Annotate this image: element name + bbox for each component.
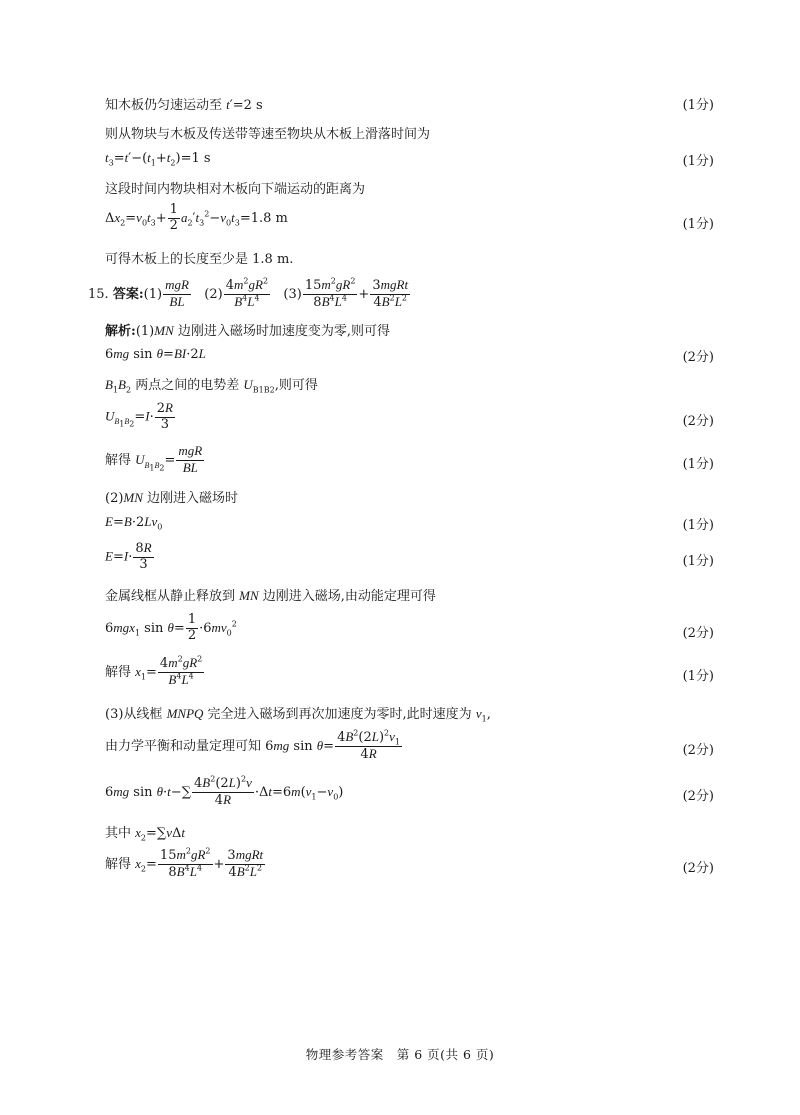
- equation-line: $U_{B_1B_2}=I\cdot$ $\frac{2R}{3}$: [105, 400, 173, 432]
- solution-line: (3)从线框 MNPQ 完全进入磁场到再次加速度为零时,此时速度为 $v_1$,: [105, 706, 491, 724]
- analysis-label: 解析:: [105, 324, 136, 339]
- score-mark: (1分): [682, 457, 714, 472]
- score-mark: (2分): [682, 414, 714, 429]
- equation-line: 6mg sin θ=BI·2L: [105, 346, 206, 362]
- solution-line: $B_1B_2$ 两点之间的电势差 $U_{B1B2}$,则可得: [105, 377, 318, 395]
- equation-line: 6mgx$_1$ sin θ= $\frac{1}{2}$ $\cdot 6mv_0^2$: [105, 612, 237, 643]
- solution-line: 这段时间内物块相对木板向下端运动的距离为: [105, 182, 366, 197]
- score-mark: (2分): [682, 350, 714, 365]
- solution-line: 则从物块与木板及传送带等速至物块从木板上滑落时间为: [105, 127, 431, 142]
- score-mark: (2分): [682, 743, 714, 758]
- equation-line: 由力学平衡和动量定理可知 6mg sin θ= $\frac{4B^2(2L)^2v_1}{4R}$: [105, 728, 401, 762]
- score-mark: (2分): [682, 789, 714, 804]
- solution-line: 金属线框从静止释放到 MN 边刚进入磁场,由动能定理可得: [105, 588, 436, 604]
- solution-line: (2)MN 边刚进入磁场时: [105, 490, 239, 506]
- score-mark: (1分): [682, 554, 714, 569]
- answer-label: 答案:: [112, 286, 144, 302]
- solution-line: 知木板仍匀速运动至 t′=2 s: [105, 97, 263, 113]
- score-mark: (1分): [682, 669, 714, 684]
- equation-line: $\Delta x_2=v_0t_3+$ $\frac{1}{2}$ $a_2't_3^2-v_0t_3=1.8$ m: [105, 202, 288, 233]
- score-mark: (2分): [682, 861, 714, 876]
- equation-line: 解得 $x_1=$ $\frac{4m^2gR^2}{B^4L^4}$: [105, 654, 203, 687]
- equation-line: E=I· $\frac{8R}{3}$: [105, 540, 152, 572]
- answer-line: 15. 答案:(1) $\frac{\text{mgR}}{BL}$ (2) $\frac{4m^2gR^2}{B^4L^4}$ (3) $\frac{15m^2gR^2}{8B^4L^4}$ + $\frac{\text{3mgRt}}{4B^2L^2}$: [88, 276, 409, 310]
- score-mark: (1分): [682, 154, 714, 169]
- analysis-line: 解析:(1)MN 边刚进入磁场时加速度变为零,则可得: [105, 323, 390, 339]
- page-footer: 物理参考答案 第 6 页(共 6 页): [305, 1047, 495, 1062]
- score-mark: (2分): [682, 626, 714, 641]
- equation-line: $t_3=t'-(t_1+t_2)=1$ s: [105, 150, 211, 168]
- score-mark: (1分): [682, 217, 714, 232]
- equation-line: 6mg sin θ·t−∑ $\frac{4B^2(2L)^2v}{4R}$ $\cdot\Delta t=6m(v_1-v_0)$: [105, 774, 344, 808]
- score-mark: (1分): [682, 518, 714, 533]
- equation-line: 其中 $x_2=\sum v\Delta t$: [105, 825, 185, 843]
- question-number: 15.: [88, 286, 109, 302]
- equation-line: $E=B\cdot 2Lv_0$: [105, 514, 163, 532]
- score-mark: (1分): [682, 98, 714, 113]
- solution-line: 可得木板上的长度至少是 1.8 m.: [105, 252, 294, 267]
- equation-line: 解得 $U_{B_1B_2}=$ $\frac{\text{mgR}}{BL}$: [105, 443, 203, 475]
- equation-line: 解得 $x_2=$ $\frac{15m^2gR^2}{8B^4L^4}$ + $\frac{\text{3mgRt}}{4B^2L^2}$: [105, 846, 264, 880]
